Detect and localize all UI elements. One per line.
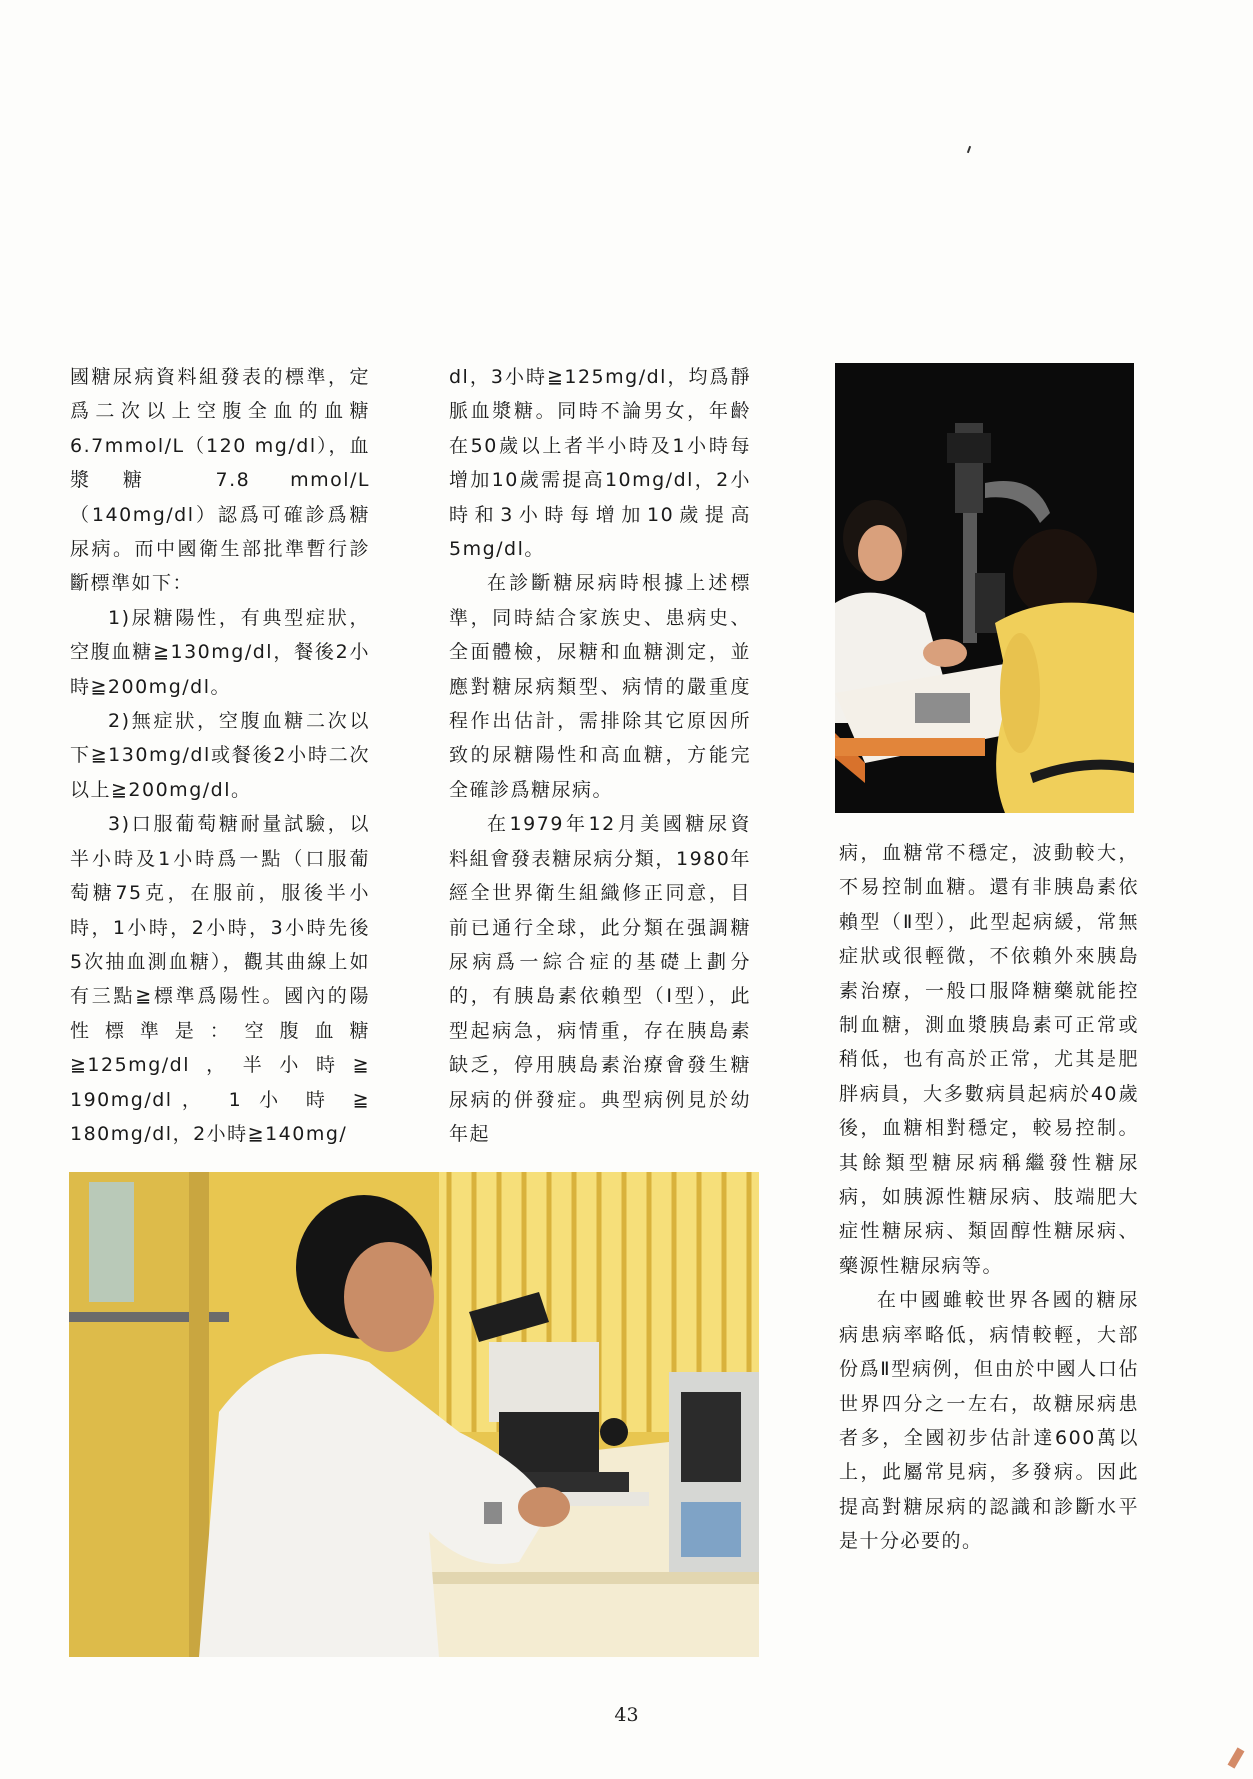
eye-exam-illustration <box>835 363 1134 813</box>
scan-speck <box>967 146 971 153</box>
text-column-middle <box>449 360 751 1151</box>
paragraph: 在診斷糖尿病時根據上述標準，同時結合家族史、患病史、全面體檢，尿糖和血糖測定，並應對糖尿病類型、病情的嚴重度程作出估計，需排除其它原因所致的尿糖陽性和高血糖，方能完全確診爲糖尿病。 <box>449 572 751 801</box>
photo-eye-examination <box>835 363 1134 813</box>
paragraph: 2)無症狀，空腹血糖二次以下≧130mg/dl或餐後2小時二次以上≧200mg/dl。 <box>70 710 370 801</box>
paragraph: 在1979年12月美國糖尿資料組會發表糖尿病分類，1980年經全世界衛生組織修正同意，目前已通行全球，此分類在强調糖尿病爲一綜合症的基礎上劃分的，有胰島素依賴型（Ⅰ型），此型起病急，病情重，存在胰島素缺乏，停用胰島素治療會發生糖尿病的併發症。典型病例見於幼年起 <box>449 813 751 1145</box>
paragraph: 國糖尿病資料組發表的標準，定爲二次以上空腹全血的血糖6.7mmol/L（120 mg/dl），血漿糖 7.8 mmol/L（140mg/dl）認爲可確診爲糖尿病。而中國衛生部批準暫行診斷標準如下： <box>70 366 370 595</box>
text-column-left <box>70 360 370 1151</box>
text-column-right <box>839 836 1139 1559</box>
paragraph: 病，血糖常不穩定，波動較大，不易控制血糖。還有非胰島素依賴型（Ⅱ型），此型起病緩，常無症狀或很輕微，不依賴外來胰島素治療，一般口服降糖藥就能控制血糖，測血漿胰島素可正常或稍低，也有高於正常，尤其是肥胖病員，大多數病員起病於40歲後，血糖相對穩定，較易控制。其餘類型糖尿病稱繼發性糖尿病，如胰源性糖尿病、肢端肥大症性糖尿病、類固醇性糖尿病、藥源性糖尿病等。 <box>839 842 1139 1277</box>
paragraph: 在中國雖較世界各國的糖尿病患病率略低，病情較輕，大部份爲Ⅱ型病例，但由於中國人口佔世界四分之一左右，故糖尿病患者多，全國初步估計達600萬以上，此屬常見病，多發病。因此提高對糖尿病的認識和診斷水平是十分必要的。 <box>839 1289 1139 1553</box>
scan-corner-mark <box>1228 1747 1245 1768</box>
photo-microscope-lab <box>69 1172 759 1657</box>
page-number: 43 <box>614 1704 639 1726</box>
microscope-lab-illustration <box>69 1172 759 1657</box>
paragraph: dl，3小時≧125mg/dl，均爲靜脈血漿糖。同時不論男女，年齡在50歲以上者半小時及1小時每增加10歲需提高10mg/dl，2小時和3小時每增加10歲提高5mg/dl。 <box>449 366 751 561</box>
paragraph: 1)尿糖陽性，有典型症狀，空腹血糖≧130mg/dl，餐後2小時≧200mg/dl。 <box>70 606 370 698</box>
paragraph: 3)口服葡萄糖耐量試驗，以半小時及1小時爲一點（口服葡萄糖75克，在服前，服後半小時，1小時，2小時，3小時先後5次抽血測血糖），觀其曲線上如有三點≧標準爲陽性。國內的陽性標準是：空腹血糖≧125mg/dl，半小時≧ 190mg/dl， 1 小 時 ≧ 180mg/dl，2小時≧140mg/ <box>70 813 370 1145</box>
